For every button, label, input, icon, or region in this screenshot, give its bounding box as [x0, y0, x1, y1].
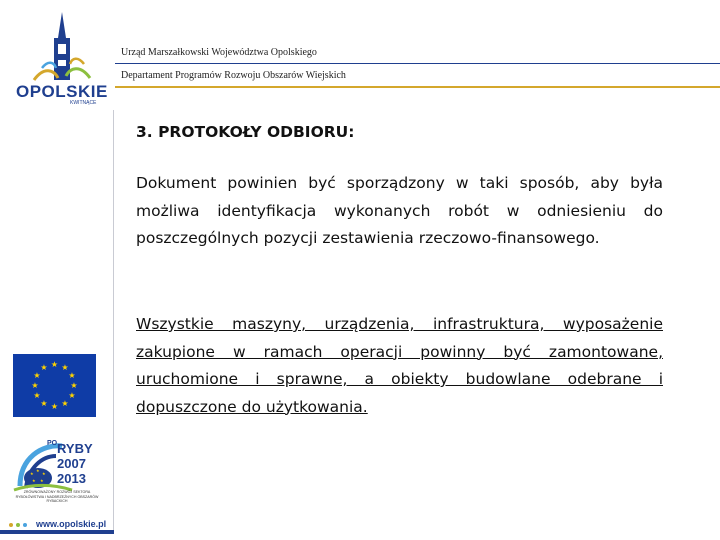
website-link[interactable]: www.opolskie.pl — [36, 519, 107, 529]
department-name: Departament Programów Rozwoju Obszarów Wiejskich — [121, 70, 346, 81]
svg-text:★: ★ — [40, 478, 44, 483]
svg-text:★: ★ — [50, 402, 59, 411]
svg-text:★: ★ — [33, 391, 41, 400]
svg-text:★: ★ — [70, 381, 78, 390]
svg-text:★: ★ — [31, 381, 39, 390]
svg-text:★: ★ — [61, 363, 69, 372]
svg-text:★: ★ — [40, 363, 48, 372]
organization-name: Urząd Marszałkowski Województwa Opolskiego — [121, 47, 317, 58]
svg-text:★: ★ — [42, 471, 46, 476]
sidebar-divider — [113, 110, 114, 530]
svg-text:★: ★ — [33, 371, 41, 380]
ryby-year-end: 2013 — [57, 471, 86, 486]
eu-flag-icon — [13, 354, 96, 417]
logo-wordmark: OPOLSKIE — [16, 82, 108, 101]
svg-text:★: ★ — [40, 399, 48, 408]
svg-text:★: ★ — [36, 468, 40, 473]
ryby-year-start: 2007 — [57, 456, 86, 471]
body-paragraph-2: Wszystkie maszyny, urządzenia, infrastruktura, wyposażenie zakupione w ramach operacji powinny być zamontowane, uruchomione i sprawne, a obiekty budowlane odebrane i dopuszczone do użytkowania. — [136, 315, 663, 416]
ryby-po-label: PO — [47, 440, 58, 447]
decorative-dots-icon — [8, 522, 32, 528]
svg-text:★: ★ — [61, 399, 69, 408]
svg-text:★: ★ — [68, 391, 76, 400]
svg-text:★: ★ — [68, 371, 76, 380]
logo-subtitle: KWITNĄCE — [70, 100, 97, 106]
header-divider — [115, 63, 720, 64]
footer-bar — [0, 530, 114, 534]
section-heading: 3. PROTOKOŁY ODBIORU: — [136, 123, 355, 141]
svg-text:★: ★ — [30, 471, 34, 476]
ryby-name: RYBY — [57, 441, 93, 456]
body-paragraph-1: Dokument powinien być sporządzony w taki sposób, aby była możliwa identyfikacja wykonanych robót w odniesieniu do poszczególnych pozycji zestawienia rzeczowo-finansowego. — [136, 174, 663, 247]
svg-text:★: ★ — [50, 360, 59, 369]
header-gold-divider — [115, 86, 720, 88]
svg-text:★: ★ — [32, 478, 36, 483]
ryby-caption: ZRÓWNOWAŻONY ROZWÓJ SEKTORA RYBOŁÓWSTWA I NADBRZEŻNYCH OBSZARÓW RYBACKICH — [15, 490, 99, 503]
